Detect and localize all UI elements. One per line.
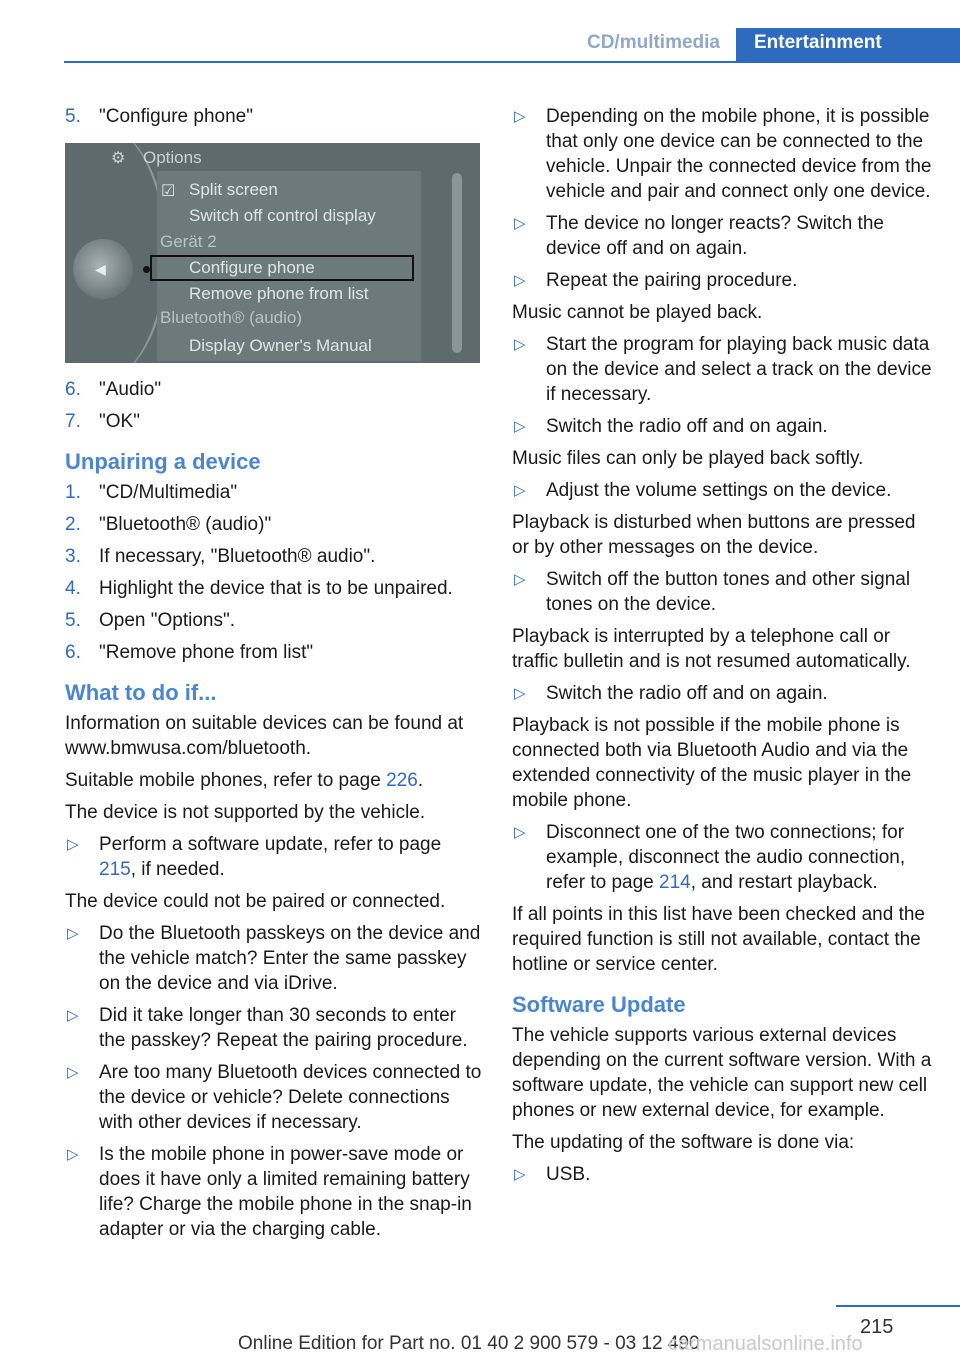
- bullet-icon: ▷: [514, 571, 526, 588]
- menu-item-owners-manual[interactable]: Display Owner's Manual: [189, 336, 372, 355]
- left-column: [65, 104, 483, 1249]
- bullet-item: [512, 681, 932, 706]
- bullet-item: [512, 1162, 932, 1187]
- bullet-icon: ▷: [514, 108, 526, 125]
- page-link[interactable]: 214: [659, 872, 691, 893]
- bullet-text: Did it take longer than 30 seconds to enter the passkey? Repeat the pairing procedure.: [99, 1005, 468, 1051]
- paragraph: The device could not be paired or connected.: [65, 891, 446, 912]
- bullet-icon: ▷: [514, 1166, 526, 1183]
- paragraph: Playback is disturbed when buttons are pressed or by other messages on the device.: [512, 512, 916, 558]
- step-item: [65, 544, 483, 569]
- step-item: [65, 640, 483, 665]
- bullet-icon: ▷: [514, 336, 526, 353]
- menu-group-bluetooth-audio: Bluetooth® (audio): [160, 308, 303, 327]
- step-text: "Audio": [99, 379, 162, 400]
- step-text: If necessary, "Bluetooth® audio".: [99, 546, 376, 567]
- idrive-screenshot: [65, 143, 480, 363]
- text: Disconnect one of the two connections; for example, disconnect the audio connection, refer to page: [546, 822, 906, 893]
- heading-unpairing: Unpairing a device: [65, 449, 261, 474]
- step-number: 2.: [65, 514, 81, 535]
- bullet-text: Adjust the volume settings on the device.: [546, 480, 892, 501]
- step-number: 1.: [65, 482, 81, 503]
- bullet-item: [65, 921, 483, 996]
- bullet-icon: ▷: [514, 215, 526, 232]
- bullet-item: [65, 1142, 483, 1242]
- text: Suitable mobile phones, refer to page: [65, 770, 387, 791]
- menu-group-device: Gerät 2: [160, 232, 217, 251]
- step-item: [65, 608, 483, 633]
- bullet-icon: ▷: [514, 685, 526, 702]
- text: , and restart playback.: [690, 872, 878, 893]
- menu-item-switch-off-display[interactable]: Switch off control display: [189, 206, 376, 225]
- bullet-item: [65, 1003, 483, 1053]
- bullet-text: The device no longer reacts? Switch the device off and on again.: [546, 213, 884, 259]
- bullet-text: USB.: [546, 1164, 591, 1185]
- bullet-text: Is the mobile phone in power-save mode or does it have only a limited remaining battery life? Charge the mobile phone in the snap-in adapter or via the charging cable.: [99, 1144, 472, 1240]
- header-section: CD/multimedia: [586, 32, 720, 53]
- step-text: "Configure phone": [99, 106, 253, 127]
- bullet-item: [512, 820, 932, 895]
- bullet-text: Depending on the mobile phone, it is possible that only one device can be connected to the vehicle. Unpair the connected device from the vehicle and pair and connect only one device.: [546, 106, 932, 202]
- paragraph: The device is not supported by the vehicle.: [65, 802, 426, 823]
- page-link[interactable]: 226: [386, 770, 418, 791]
- paragraph: Playback is interrupted by a telephone call or traffic bulletin and is not resumed automatically.: [512, 626, 911, 672]
- step-item: [65, 576, 483, 601]
- step-text: Open "Options".: [99, 610, 236, 631]
- paragraph: [65, 768, 483, 793]
- right-column: [512, 104, 932, 1194]
- paragraph: Music files can only be played back softly.: [512, 448, 864, 469]
- bullet-text: Switch off the button tones and other signal tones on the device.: [546, 569, 911, 615]
- bullet-icon: ▷: [67, 836, 79, 853]
- bullet-item: [512, 332, 932, 407]
- cursor-dot: [143, 266, 150, 273]
- options-icon: ⚙: [111, 150, 126, 167]
- bullet-icon: ▷: [514, 418, 526, 435]
- bullet-text: Switch the radio off and on again.: [546, 683, 828, 704]
- step-item: [65, 480, 483, 505]
- bullet-icon: ▷: [67, 1007, 79, 1024]
- bullet-item: [512, 567, 932, 617]
- page-number: 215: [860, 1316, 894, 1338]
- bullet-icon: ▷: [514, 272, 526, 289]
- paragraph: The updating of the software is done via:: [512, 1132, 855, 1153]
- text: Perform a software update, refer to page: [99, 834, 442, 855]
- bullet-text: Start the program for playing back music data on the device and select a track on the device if necessary.: [546, 334, 932, 405]
- footer-rule: [836, 1305, 960, 1307]
- watermark: carmanualsonline.info: [668, 1333, 863, 1355]
- step-text: "OK": [99, 411, 140, 432]
- bullet-text: Switch the radio off and on again.: [546, 416, 828, 437]
- bullet-icon: ▷: [67, 1064, 79, 1081]
- step-number: 5.: [65, 610, 81, 631]
- step-text: Highlight the device that is to be unpaired.: [99, 578, 453, 599]
- heading-what-to-do: What to do if...: [65, 680, 217, 705]
- menu-item-configure-phone[interactable]: Configure phone: [189, 258, 315, 277]
- footer-edition: Online Edition for Part no. 01 40 2 900 579 - 03 12 490: [238, 1333, 700, 1354]
- paragraph: Information on suitable devices can be found at www.bmwusa.com/bluetooth.: [65, 713, 464, 759]
- step-number: 6.: [65, 379, 81, 400]
- step-text: "Remove phone from list": [99, 642, 314, 663]
- text: .: [417, 770, 424, 791]
- bullet-text: Repeat the pairing procedure.: [546, 270, 798, 291]
- step-item: [65, 104, 483, 129]
- bullet-item: [512, 104, 932, 204]
- left-arrow-icon: ◀: [95, 261, 106, 277]
- step-number: 6.: [65, 642, 81, 663]
- bullet-text: Do the Bluetooth passkeys on the device and the vehicle match? Enter the same passkey on the device and via iDrive.: [99, 923, 481, 994]
- step-number: 4.: [65, 578, 81, 599]
- step-text: "Bluetooth® (audio)": [99, 514, 272, 535]
- step-number: 3.: [65, 546, 81, 567]
- bullet-item: [512, 268, 932, 293]
- paragraph: If all points in this list have been checked and the required function is still not available, contact the hotline or service center.: [512, 904, 925, 975]
- bullet-icon: ▷: [67, 925, 79, 942]
- bullet-icon: ▷: [514, 482, 526, 499]
- bullet-item: [512, 211, 932, 261]
- bullet-text: Are too many Bluetooth devices connected to the device or vehicle? Delete connections with other devices if necessary.: [99, 1062, 482, 1133]
- menu-item-split-screen[interactable]: Split screen: [189, 180, 278, 199]
- heading-software-update: Software Update: [512, 992, 686, 1017]
- bullet-icon: ▷: [67, 1146, 79, 1163]
- step-number: 7.: [65, 411, 81, 432]
- step-item: [65, 512, 483, 537]
- paragraph: The vehicle supports various external devices depending on the current software version. With a software update, the vehicle can support new cell phones or new external device, for example.: [512, 1025, 932, 1121]
- paragraph: Music cannot be played back.: [512, 302, 763, 323]
- scrollbar: [452, 173, 462, 353]
- header-rule: [64, 61, 960, 63]
- header-chapter: Entertainment: [736, 28, 960, 62]
- paragraph: Playback is not possible if the mobile phone is connected both via Bluetooth Audio and via the extended connectivity of the music player in the mobile phone.: [512, 715, 912, 811]
- step-text: "CD/Multimedia": [99, 482, 238, 503]
- menu-item-remove-phone[interactable]: Remove phone from list: [189, 284, 369, 303]
- page-link[interactable]: 215: [99, 859, 131, 880]
- step-number: 5.: [65, 106, 81, 127]
- bullet-icon: ▷: [514, 824, 526, 841]
- bullet-item: [65, 832, 483, 882]
- step-item: [65, 409, 483, 434]
- bullet-item: [65, 1060, 483, 1135]
- text: , if needed.: [130, 859, 225, 880]
- step-item: [65, 377, 483, 402]
- bullet-item: [512, 478, 932, 503]
- bullet-item: [512, 414, 932, 439]
- split-screen-check-icon: ☑: [161, 183, 176, 200]
- screen-title: Options: [143, 148, 202, 167]
